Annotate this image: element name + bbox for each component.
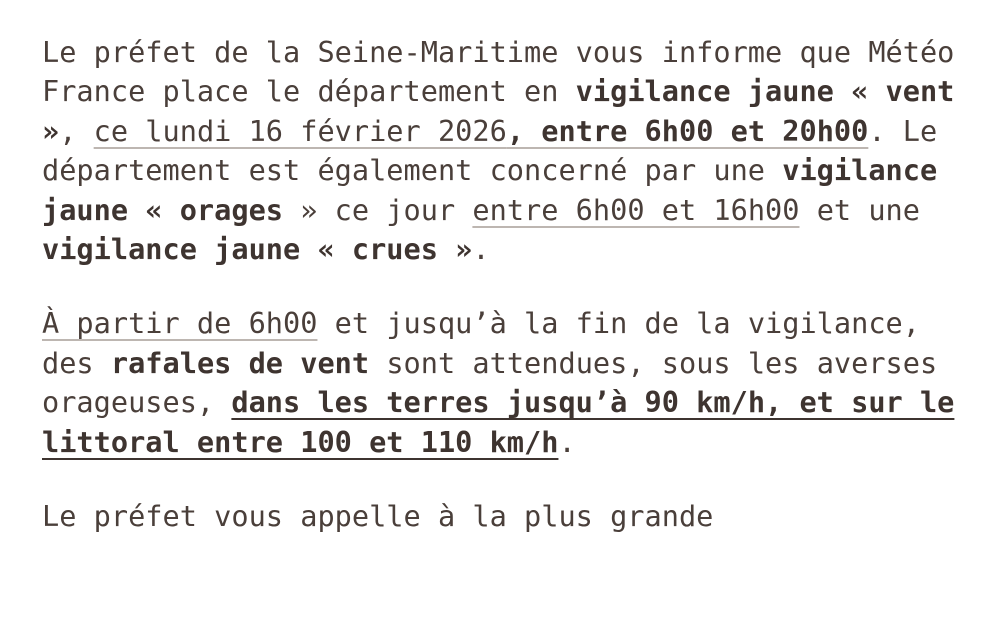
text-segment: . Le département est également concerné par une: [42, 113, 938, 188]
vigilance-floods-emphasis: vigilance jaune « crues »: [42, 232, 473, 267]
paragraph-vigilance-alert: [42, 33, 987, 269]
vigilance-storms-emphasis: vigilance jaune « orages: [42, 153, 938, 227]
wind-gusts-emphasis: rafales de vent: [110, 345, 370, 380]
text-segment: et jusqu’à la fin de la vigilance, des: [42, 306, 920, 380]
paragraph-prefect-advice: [42, 497, 987, 536]
text-segment: » ce jour: [283, 192, 473, 227]
time-range-wind: , entre 6h00 et 20h00: [506, 113, 869, 148]
date-underlined: ce lundi 16 février 2026: [93, 113, 507, 148]
text-segment: et une: [799, 192, 920, 227]
paragraph-wind-gusts: [42, 304, 987, 462]
time-range-storms: entre 6h00 et 16h00: [472, 192, 800, 227]
text-segment: Le préfet vous appelle à la plus grande: [42, 499, 714, 534]
text-segment: ,: [59, 113, 94, 148]
text-segment: Le préfet de la Seine-Maritime vous informe que Météo France place le département en: [42, 35, 955, 109]
article-body: [42, 33, 987, 571]
start-time-underlined: À partir de 6h00: [42, 306, 318, 341]
text-segment: .: [558, 424, 576, 459]
text-segment: .: [472, 232, 490, 267]
vigilance-wind-emphasis: vigilance jaune « vent »: [42, 74, 955, 148]
text-segment: sont attendues, sous les averses orageuses,: [42, 345, 938, 420]
gust-speeds-emphasis: dans les terres jusqu’à 90 km/h, et sur le littoral entre 100 et 110 km/h: [42, 385, 955, 459]
